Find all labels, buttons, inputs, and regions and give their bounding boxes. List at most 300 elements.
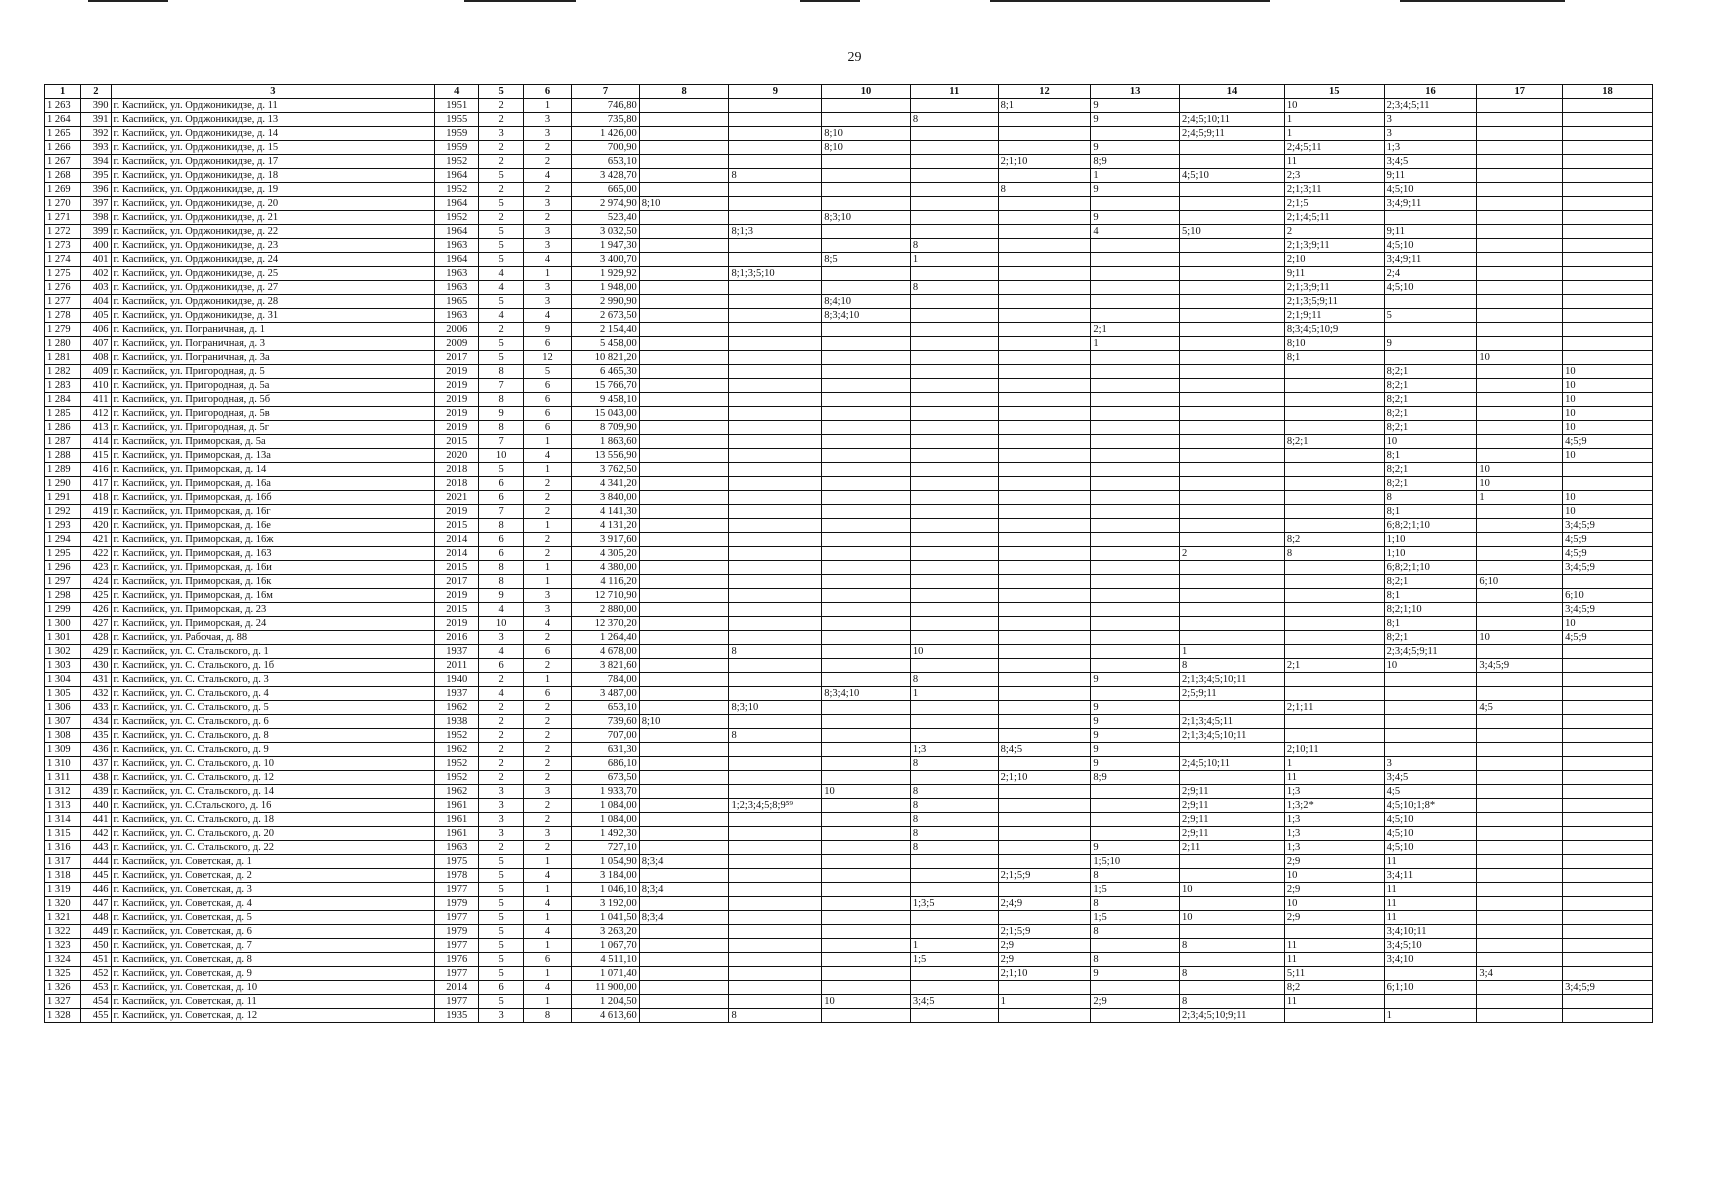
table-cell-col-8 bbox=[639, 309, 729, 323]
table-cell-col-9 bbox=[729, 771, 822, 785]
table-cell-col-10 bbox=[822, 743, 911, 757]
table-cell-col-1: 1 288 bbox=[45, 449, 81, 463]
table-cell-col-11 bbox=[910, 463, 998, 477]
table-cell-col-13 bbox=[1091, 239, 1180, 253]
table-cell-col-7: 1 071,40 bbox=[572, 967, 640, 981]
table-cell-col-13 bbox=[1091, 295, 1180, 309]
table-cell-col-7: 653,10 bbox=[572, 701, 640, 715]
table-cell-col-11 bbox=[910, 267, 998, 281]
table-cell-col-9 bbox=[729, 393, 822, 407]
table-cell-col-10 bbox=[822, 645, 911, 659]
table-cell-col-3: г. Каспийск, ул. Пограничная, д. 3а bbox=[111, 351, 435, 365]
table-cell-col-8 bbox=[639, 533, 729, 547]
table-row bbox=[45, 435, 1653, 449]
table-cell-col-9 bbox=[729, 421, 822, 435]
table-cell-col-8 bbox=[639, 659, 729, 673]
table-cell-col-18 bbox=[1563, 1009, 1653, 1023]
table-row bbox=[45, 897, 1653, 911]
table-cell-col-10 bbox=[822, 701, 911, 715]
table-cell-col-17 bbox=[1477, 995, 1563, 1009]
table-cell-col-13 bbox=[1091, 519, 1180, 533]
table-cell-col-13: 1;5;10 bbox=[1091, 855, 1180, 869]
table-cell-col-5: 2 bbox=[479, 757, 523, 771]
table-cell-col-1: 1 327 bbox=[45, 995, 81, 1009]
table-cell-col-9 bbox=[729, 239, 822, 253]
table-cell-col-10 bbox=[822, 281, 911, 295]
table-cell-col-6: 12 bbox=[523, 351, 571, 365]
table-cell-col-16: 1;10 bbox=[1384, 533, 1477, 547]
table-cell-col-8 bbox=[639, 337, 729, 351]
table-cell-col-7: 1 054,90 bbox=[572, 855, 640, 869]
table-cell-col-15: 1;3 bbox=[1284, 827, 1384, 841]
table-cell-col-2: 446 bbox=[81, 883, 111, 897]
table-cell-col-5: 5 bbox=[479, 869, 523, 883]
table-cell-col-7: 784,00 bbox=[572, 673, 640, 687]
table-cell-col-12 bbox=[998, 701, 1091, 715]
table-cell-col-13 bbox=[1091, 379, 1180, 393]
table-cell-col-11 bbox=[910, 589, 998, 603]
table-cell-col-14 bbox=[1180, 561, 1285, 575]
table-cell-col-11: 8 bbox=[910, 281, 998, 295]
table-cell-col-6: 6 bbox=[523, 407, 571, 421]
table-cell-col-4: 1975 bbox=[435, 855, 479, 869]
table-cell-col-14 bbox=[1180, 309, 1285, 323]
table-cell-col-1: 1 321 bbox=[45, 911, 81, 925]
table-cell-col-6: 9 bbox=[523, 323, 571, 337]
table-cell-col-16: 6;1;10 bbox=[1384, 981, 1477, 995]
table-cell-col-16: 8;1 bbox=[1384, 505, 1477, 519]
table-row bbox=[45, 659, 1653, 673]
table-cell-col-17: 6;10 bbox=[1477, 575, 1563, 589]
table-cell-col-7: 3 821,60 bbox=[572, 659, 640, 673]
table-cell-col-2: 424 bbox=[81, 575, 111, 589]
table-cell-col-12 bbox=[998, 505, 1091, 519]
table-cell-col-11 bbox=[910, 869, 998, 883]
table-cell-col-18 bbox=[1563, 673, 1653, 687]
table-row bbox=[45, 281, 1653, 295]
table-cell-col-3: г. Каспийск, ул. Советская, д. 4 bbox=[111, 897, 435, 911]
table-cell-col-4: 2011 bbox=[435, 659, 479, 673]
table-cell-col-15 bbox=[1284, 645, 1384, 659]
table-row bbox=[45, 505, 1653, 519]
table-cell-col-13: 9 bbox=[1091, 673, 1180, 687]
table-row bbox=[45, 197, 1653, 211]
table-cell-col-18 bbox=[1563, 687, 1653, 701]
table-cell-col-1: 1 287 bbox=[45, 435, 81, 449]
table-cell-col-5: 9 bbox=[479, 589, 523, 603]
table-cell-col-17 bbox=[1477, 589, 1563, 603]
table-cell-col-1: 1 307 bbox=[45, 715, 81, 729]
table-cell-col-15: 2;1 bbox=[1284, 659, 1384, 673]
table-cell-col-3: г. Каспийск, ул. Советская, д. 9 bbox=[111, 967, 435, 981]
column-header-16: 16 bbox=[1384, 85, 1477, 99]
table-cell-col-4: 1977 bbox=[435, 911, 479, 925]
table-cell-col-8 bbox=[639, 673, 729, 687]
table-cell-col-10 bbox=[822, 911, 911, 925]
table-cell-col-8 bbox=[639, 491, 729, 505]
table-cell-col-15: 2;1;3;9;11 bbox=[1284, 281, 1384, 295]
table-cell-col-14 bbox=[1180, 491, 1285, 505]
column-header-10: 10 bbox=[822, 85, 911, 99]
table-cell-col-13 bbox=[1091, 603, 1180, 617]
table-cell-col-17 bbox=[1477, 673, 1563, 687]
table-cell-col-15 bbox=[1284, 393, 1384, 407]
table-cell-col-7: 3 032,50 bbox=[572, 225, 640, 239]
table-cell-col-4: 1938 bbox=[435, 715, 479, 729]
table-cell-col-4: 2014 bbox=[435, 533, 479, 547]
table-cell-col-18 bbox=[1563, 771, 1653, 785]
table-cell-col-3: г. Каспийск, ул. Орджоникидзе, д. 20 bbox=[111, 197, 435, 211]
table-cell-col-18 bbox=[1563, 295, 1653, 309]
table-cell-col-7: 2 154,40 bbox=[572, 323, 640, 337]
table-cell-col-17 bbox=[1477, 393, 1563, 407]
table-cell-col-10 bbox=[822, 841, 911, 855]
table-cell-col-7: 686,10 bbox=[572, 757, 640, 771]
table-cell-col-15 bbox=[1284, 561, 1384, 575]
table-cell-col-10 bbox=[822, 99, 911, 113]
table-cell-col-1: 1 281 bbox=[45, 351, 81, 365]
table-cell-col-16: 4;5;10;1;8* bbox=[1384, 799, 1477, 813]
table-cell-col-15: 11 bbox=[1284, 771, 1384, 785]
table-cell-col-1: 1 285 bbox=[45, 407, 81, 421]
table-cell-col-8 bbox=[639, 365, 729, 379]
table-cell-col-6: 2 bbox=[523, 771, 571, 785]
table-cell-col-11 bbox=[910, 197, 998, 211]
table-cell-col-15 bbox=[1284, 463, 1384, 477]
table-cell-col-2: 396 bbox=[81, 183, 111, 197]
table-cell-col-11: 8 bbox=[910, 757, 998, 771]
table-cell-col-4: 1963 bbox=[435, 281, 479, 295]
table-cell-col-6: 1 bbox=[523, 575, 571, 589]
table-cell-col-16: 4;5;10 bbox=[1384, 841, 1477, 855]
table-cell-col-18 bbox=[1563, 827, 1653, 841]
table-cell-col-3: г. Каспийск, ул. С. Стальского, д. 6 bbox=[111, 715, 435, 729]
table-row bbox=[45, 519, 1653, 533]
table-cell-col-13: 9 bbox=[1091, 183, 1180, 197]
table-cell-col-10 bbox=[822, 323, 911, 337]
table-cell-col-16: 8;2;1 bbox=[1384, 575, 1477, 589]
table-cell-col-2: 421 bbox=[81, 533, 111, 547]
table-cell-col-11 bbox=[910, 407, 998, 421]
table-cell-col-14: 2 bbox=[1180, 547, 1285, 561]
table-cell-col-5: 2 bbox=[479, 211, 523, 225]
table-cell-col-14 bbox=[1180, 771, 1285, 785]
table-cell-col-18 bbox=[1563, 729, 1653, 743]
table-cell-col-9 bbox=[729, 533, 822, 547]
table-cell-col-17 bbox=[1477, 127, 1563, 141]
table-cell-col-3: г. Каспийск, ул. Приморская, д. 13а bbox=[111, 449, 435, 463]
table-cell-col-18: 10 bbox=[1563, 393, 1653, 407]
table-cell-col-12 bbox=[998, 323, 1091, 337]
table-cell-col-6: 1 bbox=[523, 939, 571, 953]
table-cell-col-11 bbox=[910, 855, 998, 869]
table-cell-col-16: 8;2;1 bbox=[1384, 379, 1477, 393]
table-cell-col-3: г. Каспийск, ул. Орджоникидзе, д. 28 bbox=[111, 295, 435, 309]
table-cell-col-15: 2;1;3;9;11 bbox=[1284, 239, 1384, 253]
table-cell-col-9 bbox=[729, 939, 822, 953]
table-cell-col-6: 3 bbox=[523, 225, 571, 239]
table-cell-col-9 bbox=[729, 897, 822, 911]
table-cell-col-5: 2 bbox=[479, 141, 523, 155]
table-cell-col-8 bbox=[639, 351, 729, 365]
table-cell-col-1: 1 278 bbox=[45, 309, 81, 323]
table-cell-col-16 bbox=[1384, 295, 1477, 309]
table-row bbox=[45, 379, 1653, 393]
table-cell-col-9 bbox=[729, 323, 822, 337]
table-cell-col-1: 1 273 bbox=[45, 239, 81, 253]
table-cell-col-15: 1;3;2* bbox=[1284, 799, 1384, 813]
table-cell-col-10 bbox=[822, 715, 911, 729]
table-cell-col-12 bbox=[998, 757, 1091, 771]
table-cell-col-1: 1 270 bbox=[45, 197, 81, 211]
table-cell-col-16: 3 bbox=[1384, 127, 1477, 141]
table-cell-col-13: 8 bbox=[1091, 953, 1180, 967]
table-cell-col-17 bbox=[1477, 841, 1563, 855]
table-cell-col-18: 10 bbox=[1563, 365, 1653, 379]
table-cell-col-15: 8 bbox=[1284, 547, 1384, 561]
table-cell-col-9 bbox=[729, 127, 822, 141]
table-cell-col-14: 2;5;9;11 bbox=[1180, 687, 1285, 701]
table-cell-col-16: 11 bbox=[1384, 911, 1477, 925]
table-cell-col-13 bbox=[1091, 631, 1180, 645]
table-cell-col-8 bbox=[639, 729, 729, 743]
table-cell-col-1: 1 322 bbox=[45, 925, 81, 939]
table-cell-col-18 bbox=[1563, 463, 1653, 477]
table-cell-col-2: 448 bbox=[81, 911, 111, 925]
table-cell-col-11 bbox=[910, 701, 998, 715]
table-cell-col-15 bbox=[1284, 1009, 1384, 1023]
table-cell-col-7: 631,30 bbox=[572, 743, 640, 757]
table-cell-col-9 bbox=[729, 463, 822, 477]
table-cell-col-7: 2 880,00 bbox=[572, 603, 640, 617]
table-cell-col-18 bbox=[1563, 477, 1653, 491]
table-row bbox=[45, 99, 1653, 113]
table-cell-col-7: 2 673,50 bbox=[572, 309, 640, 323]
table-cell-col-12: 2;9 bbox=[998, 953, 1091, 967]
table-cell-col-7: 4 116,20 bbox=[572, 575, 640, 589]
table-cell-col-8 bbox=[639, 743, 729, 757]
table-cell-col-7: 3 917,60 bbox=[572, 533, 640, 547]
table-cell-col-10 bbox=[822, 561, 911, 575]
column-header-9: 9 bbox=[729, 85, 822, 99]
table-cell-col-14 bbox=[1180, 519, 1285, 533]
table-cell-col-8 bbox=[639, 827, 729, 841]
table-cell-col-17 bbox=[1477, 729, 1563, 743]
table-cell-col-4: 1963 bbox=[435, 267, 479, 281]
table-cell-col-9 bbox=[729, 561, 822, 575]
table-cell-col-17 bbox=[1477, 855, 1563, 869]
table-cell-col-15 bbox=[1284, 673, 1384, 687]
table-cell-col-4: 2019 bbox=[435, 421, 479, 435]
table-cell-col-9: 8;3;10 bbox=[729, 701, 822, 715]
table-cell-col-1: 1 305 bbox=[45, 687, 81, 701]
table-cell-col-10 bbox=[822, 365, 911, 379]
table-cell-col-15: 10 bbox=[1284, 897, 1384, 911]
table-cell-col-5: 8 bbox=[479, 421, 523, 435]
table-cell-col-13 bbox=[1091, 421, 1180, 435]
table-cell-col-7: 1 863,60 bbox=[572, 435, 640, 449]
table-cell-col-14: 2;9;11 bbox=[1180, 799, 1285, 813]
table-cell-col-3: г. Каспийск, ул. С. Стальского, д. 1б bbox=[111, 659, 435, 673]
table-cell-col-18 bbox=[1563, 645, 1653, 659]
table-cell-col-16: 4;5;10 bbox=[1384, 183, 1477, 197]
table-cell-col-6: 3 bbox=[523, 603, 571, 617]
table-cell-col-12 bbox=[998, 477, 1091, 491]
table-cell-col-2: 430 bbox=[81, 659, 111, 673]
table-cell-col-2: 405 bbox=[81, 309, 111, 323]
table-cell-col-1: 1 320 bbox=[45, 897, 81, 911]
table-cell-col-3: г. Каспийск, ул. С. Стальского, д. 10 bbox=[111, 757, 435, 771]
table-cell-col-17 bbox=[1477, 505, 1563, 519]
table-cell-col-9 bbox=[729, 281, 822, 295]
table-cell-col-5: 3 bbox=[479, 827, 523, 841]
table-cell-col-1: 1 291 bbox=[45, 491, 81, 505]
table-cell-col-9 bbox=[729, 309, 822, 323]
table-cell-col-10 bbox=[822, 939, 911, 953]
table-cell-col-15 bbox=[1284, 519, 1384, 533]
table-cell-col-15 bbox=[1284, 407, 1384, 421]
table-cell-col-16: 3;4;5 bbox=[1384, 771, 1477, 785]
table-cell-col-18: 3;4;5;9 bbox=[1563, 519, 1653, 533]
table-cell-col-11 bbox=[910, 477, 998, 491]
table-cell-col-5: 5 bbox=[479, 883, 523, 897]
table-cell-col-3: г. Каспийск, ул. Орджоникидзе, д. 23 bbox=[111, 239, 435, 253]
table-cell-col-16: 3;4;5 bbox=[1384, 155, 1477, 169]
table-cell-col-12 bbox=[998, 981, 1091, 995]
table-row bbox=[45, 995, 1653, 1009]
table-cell-col-3: г. Каспийск, ул. Орджоникидзе, д. 17 bbox=[111, 155, 435, 169]
table-cell-col-16: 4;5;10 bbox=[1384, 827, 1477, 841]
table-cell-col-11 bbox=[910, 617, 998, 631]
table-cell-col-6: 3 bbox=[523, 589, 571, 603]
table-cell-col-2: 431 bbox=[81, 673, 111, 687]
table-cell-col-16: 8;2;1 bbox=[1384, 393, 1477, 407]
table-row bbox=[45, 687, 1653, 701]
table-cell-col-15: 2;3 bbox=[1284, 169, 1384, 183]
table-cell-col-3: г. Каспийск, ул. Орджоникидзе, д. 19 bbox=[111, 183, 435, 197]
table-cell-col-10 bbox=[822, 421, 911, 435]
table-cell-col-13 bbox=[1091, 687, 1180, 701]
table-cell-col-12 bbox=[998, 659, 1091, 673]
table-cell-col-16 bbox=[1384, 967, 1477, 981]
table-cell-col-12 bbox=[998, 197, 1091, 211]
table-cell-col-6: 2 bbox=[523, 547, 571, 561]
table-cell-col-2: 419 bbox=[81, 505, 111, 519]
table-cell-col-1: 1 304 bbox=[45, 673, 81, 687]
table-cell-col-10 bbox=[822, 183, 911, 197]
table-cell-col-3: г. Каспийск, ул. Приморская, д. 16г bbox=[111, 505, 435, 519]
table-cell-col-18 bbox=[1563, 939, 1653, 953]
table-row bbox=[45, 309, 1653, 323]
table-cell-col-9 bbox=[729, 827, 822, 841]
table-cell-col-2: 455 bbox=[81, 1009, 111, 1023]
table-row bbox=[45, 365, 1653, 379]
table-cell-col-10: 8;3;4;10 bbox=[822, 687, 911, 701]
table-cell-col-13: 8;9 bbox=[1091, 155, 1180, 169]
table-cell-col-3: г. Каспийск, ул. Орджоникидзе, д. 18 bbox=[111, 169, 435, 183]
table-cell-col-1: 1 298 bbox=[45, 589, 81, 603]
table-cell-col-8 bbox=[639, 799, 729, 813]
page-number: 29 bbox=[847, 50, 862, 65]
table-cell-col-7: 1 948,00 bbox=[572, 281, 640, 295]
table-cell-col-13 bbox=[1091, 491, 1180, 505]
table-cell-col-4: 1963 bbox=[435, 309, 479, 323]
table-cell-col-3: г. Каспийск, ул. Орджоникидзе, д. 11 bbox=[111, 99, 435, 113]
table-cell-col-10 bbox=[822, 925, 911, 939]
table-cell-col-13 bbox=[1091, 1009, 1180, 1023]
table-cell-col-16: 10 bbox=[1384, 435, 1477, 449]
table-cell-col-15: 2;1;9;11 bbox=[1284, 309, 1384, 323]
table-cell-col-16: 10 bbox=[1384, 659, 1477, 673]
table-cell-col-10 bbox=[822, 617, 911, 631]
table-cell-col-14 bbox=[1180, 393, 1285, 407]
table-cell-col-5: 2 bbox=[479, 743, 523, 757]
table-cell-col-8 bbox=[639, 841, 729, 855]
table-cell-col-8 bbox=[639, 631, 729, 645]
table-cell-col-6: 2 bbox=[523, 799, 571, 813]
table-cell-col-7: 1 933,70 bbox=[572, 785, 640, 799]
table-cell-col-12 bbox=[998, 239, 1091, 253]
table-cell-col-11 bbox=[910, 1009, 998, 1023]
table-cell-col-5: 5 bbox=[479, 855, 523, 869]
table-cell-col-1: 1 292 bbox=[45, 505, 81, 519]
table-cell-col-1: 1 283 bbox=[45, 379, 81, 393]
table-cell-col-7: 1 084,00 bbox=[572, 813, 640, 827]
table-row bbox=[45, 813, 1653, 827]
table-cell-col-1: 1 274 bbox=[45, 253, 81, 267]
table-cell-col-9 bbox=[729, 855, 822, 869]
table-cell-col-8 bbox=[639, 589, 729, 603]
table-cell-col-3: г. Каспийск, ул. С. Стальского, д. 4 bbox=[111, 687, 435, 701]
table-cell-col-5: 4 bbox=[479, 687, 523, 701]
table-cell-col-3: г. Каспийск, ул. Приморская, д. 16е bbox=[111, 519, 435, 533]
table-cell-col-12 bbox=[998, 169, 1091, 183]
table-cell-col-10 bbox=[822, 197, 911, 211]
table-cell-col-11: 8 bbox=[910, 827, 998, 841]
table-cell-col-14 bbox=[1180, 631, 1285, 645]
table-cell-col-16: 8;2;1 bbox=[1384, 631, 1477, 645]
table-cell-col-10 bbox=[822, 967, 911, 981]
table-cell-col-7: 4 141,30 bbox=[572, 505, 640, 519]
table-cell-col-12 bbox=[998, 827, 1091, 841]
table-cell-col-12 bbox=[998, 309, 1091, 323]
table-cell-col-12 bbox=[998, 547, 1091, 561]
table-cell-col-10: 8;4;10 bbox=[822, 295, 911, 309]
table-cell-col-1: 1 314 bbox=[45, 813, 81, 827]
table-cell-col-18: 10 bbox=[1563, 379, 1653, 393]
table-cell-col-3: г. Каспийск, ул. Пригородная, д. 5в bbox=[111, 407, 435, 421]
table-cell-col-6: 2 bbox=[523, 729, 571, 743]
table-cell-col-13 bbox=[1091, 435, 1180, 449]
table-cell-col-12 bbox=[998, 127, 1091, 141]
table-cell-col-7: 12 710,90 bbox=[572, 589, 640, 603]
table-cell-col-8: 8;10 bbox=[639, 715, 729, 729]
table-cell-col-11 bbox=[910, 505, 998, 519]
table-cell-col-7: 4 131,20 bbox=[572, 519, 640, 533]
table-cell-col-18: 10 bbox=[1563, 421, 1653, 435]
table-cell-col-18 bbox=[1563, 855, 1653, 869]
table-cell-col-18 bbox=[1563, 897, 1653, 911]
table-cell-col-10 bbox=[822, 533, 911, 547]
table-cell-col-1: 1 284 bbox=[45, 393, 81, 407]
table-cell-col-14 bbox=[1180, 477, 1285, 491]
table-cell-col-3: г. Каспийск, ул. Приморская, д. 16и bbox=[111, 561, 435, 575]
table-cell-col-8 bbox=[639, 225, 729, 239]
table-cell-col-5: 2 bbox=[479, 673, 523, 687]
table-row bbox=[45, 183, 1653, 197]
table-cell-col-2: 444 bbox=[81, 855, 111, 869]
table-cell-col-10 bbox=[822, 659, 911, 673]
